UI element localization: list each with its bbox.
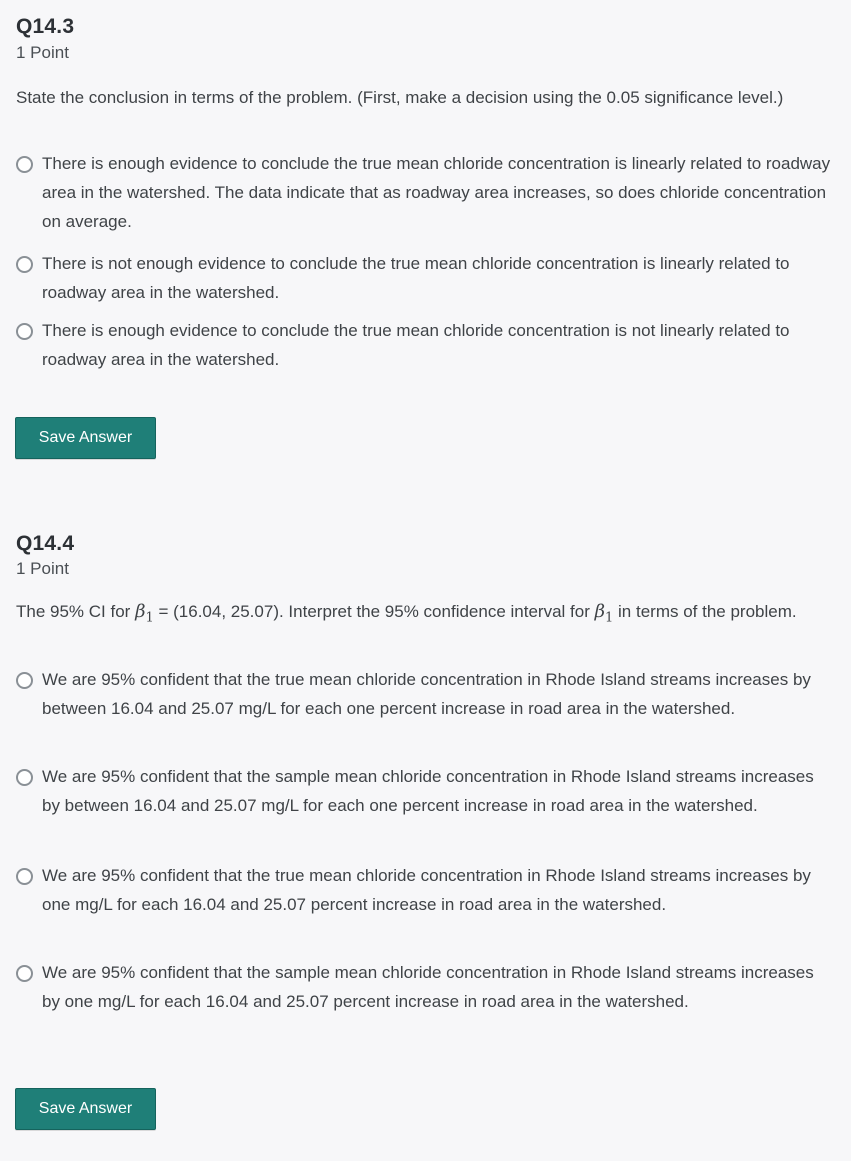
answer-option-2[interactable] xyxy=(16,249,831,307)
answer-option-3[interactable] xyxy=(16,861,831,919)
question-points: 1 Point xyxy=(16,43,69,62)
beta-glyph: β xyxy=(135,601,146,622)
prompt-text-part: = (16.04, 25.07). Interpret the 95% confidence interval for xyxy=(153,602,590,621)
question-title: Q14.3 xyxy=(16,15,75,38)
radio-button-icon[interactable] xyxy=(16,256,33,273)
beta-glyph: β xyxy=(594,601,606,622)
save-answer-button[interactable]: Save Answer xyxy=(15,1088,156,1130)
radio-button-icon[interactable] xyxy=(16,156,33,173)
save-answer-button[interactable]: Save Answer xyxy=(15,417,156,459)
answer-option-text: There is not enough evidence to conclude the true mean chloride concentration is linearly related to roadway area in the watershed. xyxy=(42,254,790,302)
answer-option-4[interactable] xyxy=(16,958,831,1016)
beta-subscript: 1 xyxy=(605,610,614,626)
beta-symbol xyxy=(135,601,154,626)
question-title: Q14.4 xyxy=(16,532,75,555)
prompt-text-part: The 95% CI for xyxy=(16,602,131,621)
radio-button-icon[interactable] xyxy=(16,769,33,786)
answer-option-2[interactable] xyxy=(16,762,831,820)
answer-option-text: There is enough evidence to conclude the true mean chloride concentration is linearly related to roadway area in the watershed. The data indicate that as roadway area increases, so does chloride concentration on average. xyxy=(42,154,831,231)
answer-option-text: We are 95% confident that the true mean chloride concentration in Rhode Island streams increases by between 16.04 and 25.07 mg/L for each one percent increase in road area in the watershed. xyxy=(42,670,811,718)
radio-button-icon[interactable] xyxy=(16,965,33,982)
question-points: 1 Point xyxy=(16,559,69,578)
answer-option-1[interactable] xyxy=(16,665,831,723)
answer-option-3[interactable] xyxy=(16,316,831,374)
answer-option-text: There is enough evidence to conclude the true mean chloride concentration is not linearly related to roadway area in the watershed. xyxy=(42,321,790,369)
radio-button-icon[interactable] xyxy=(16,672,33,689)
beta-symbol xyxy=(594,601,614,626)
question-prompt xyxy=(16,597,831,633)
radio-button-icon[interactable] xyxy=(16,868,33,885)
answer-option-1[interactable] xyxy=(16,149,831,236)
answer-option-text: We are 95% confident that the sample mean chloride concentration in Rhode Island streams increases by between 16.04 and 25.07 mg/L for each one percent increase in road area in the watershed. xyxy=(42,767,814,815)
prompt-text-part: in terms of the problem. xyxy=(613,602,797,621)
beta-subscript: 1 xyxy=(145,610,154,626)
answer-option-text: We are 95% confident that the sample mean chloride concentration in Rhode Island streams increases by one mg/L for each 16.04 and 25.07 percent increase in road area in the watershed. xyxy=(42,963,814,1011)
answer-option-text: We are 95% confident that the true mean chloride concentration in Rhode Island streams increases by one mg/L for each 16.04 and 25.07 percent increase in road area in the watershed. xyxy=(42,866,811,914)
question-prompt: State the conclusion in terms of the problem. (First, make a decision using the 0.05 significance level.) xyxy=(16,88,784,107)
radio-button-icon[interactable] xyxy=(16,323,33,340)
